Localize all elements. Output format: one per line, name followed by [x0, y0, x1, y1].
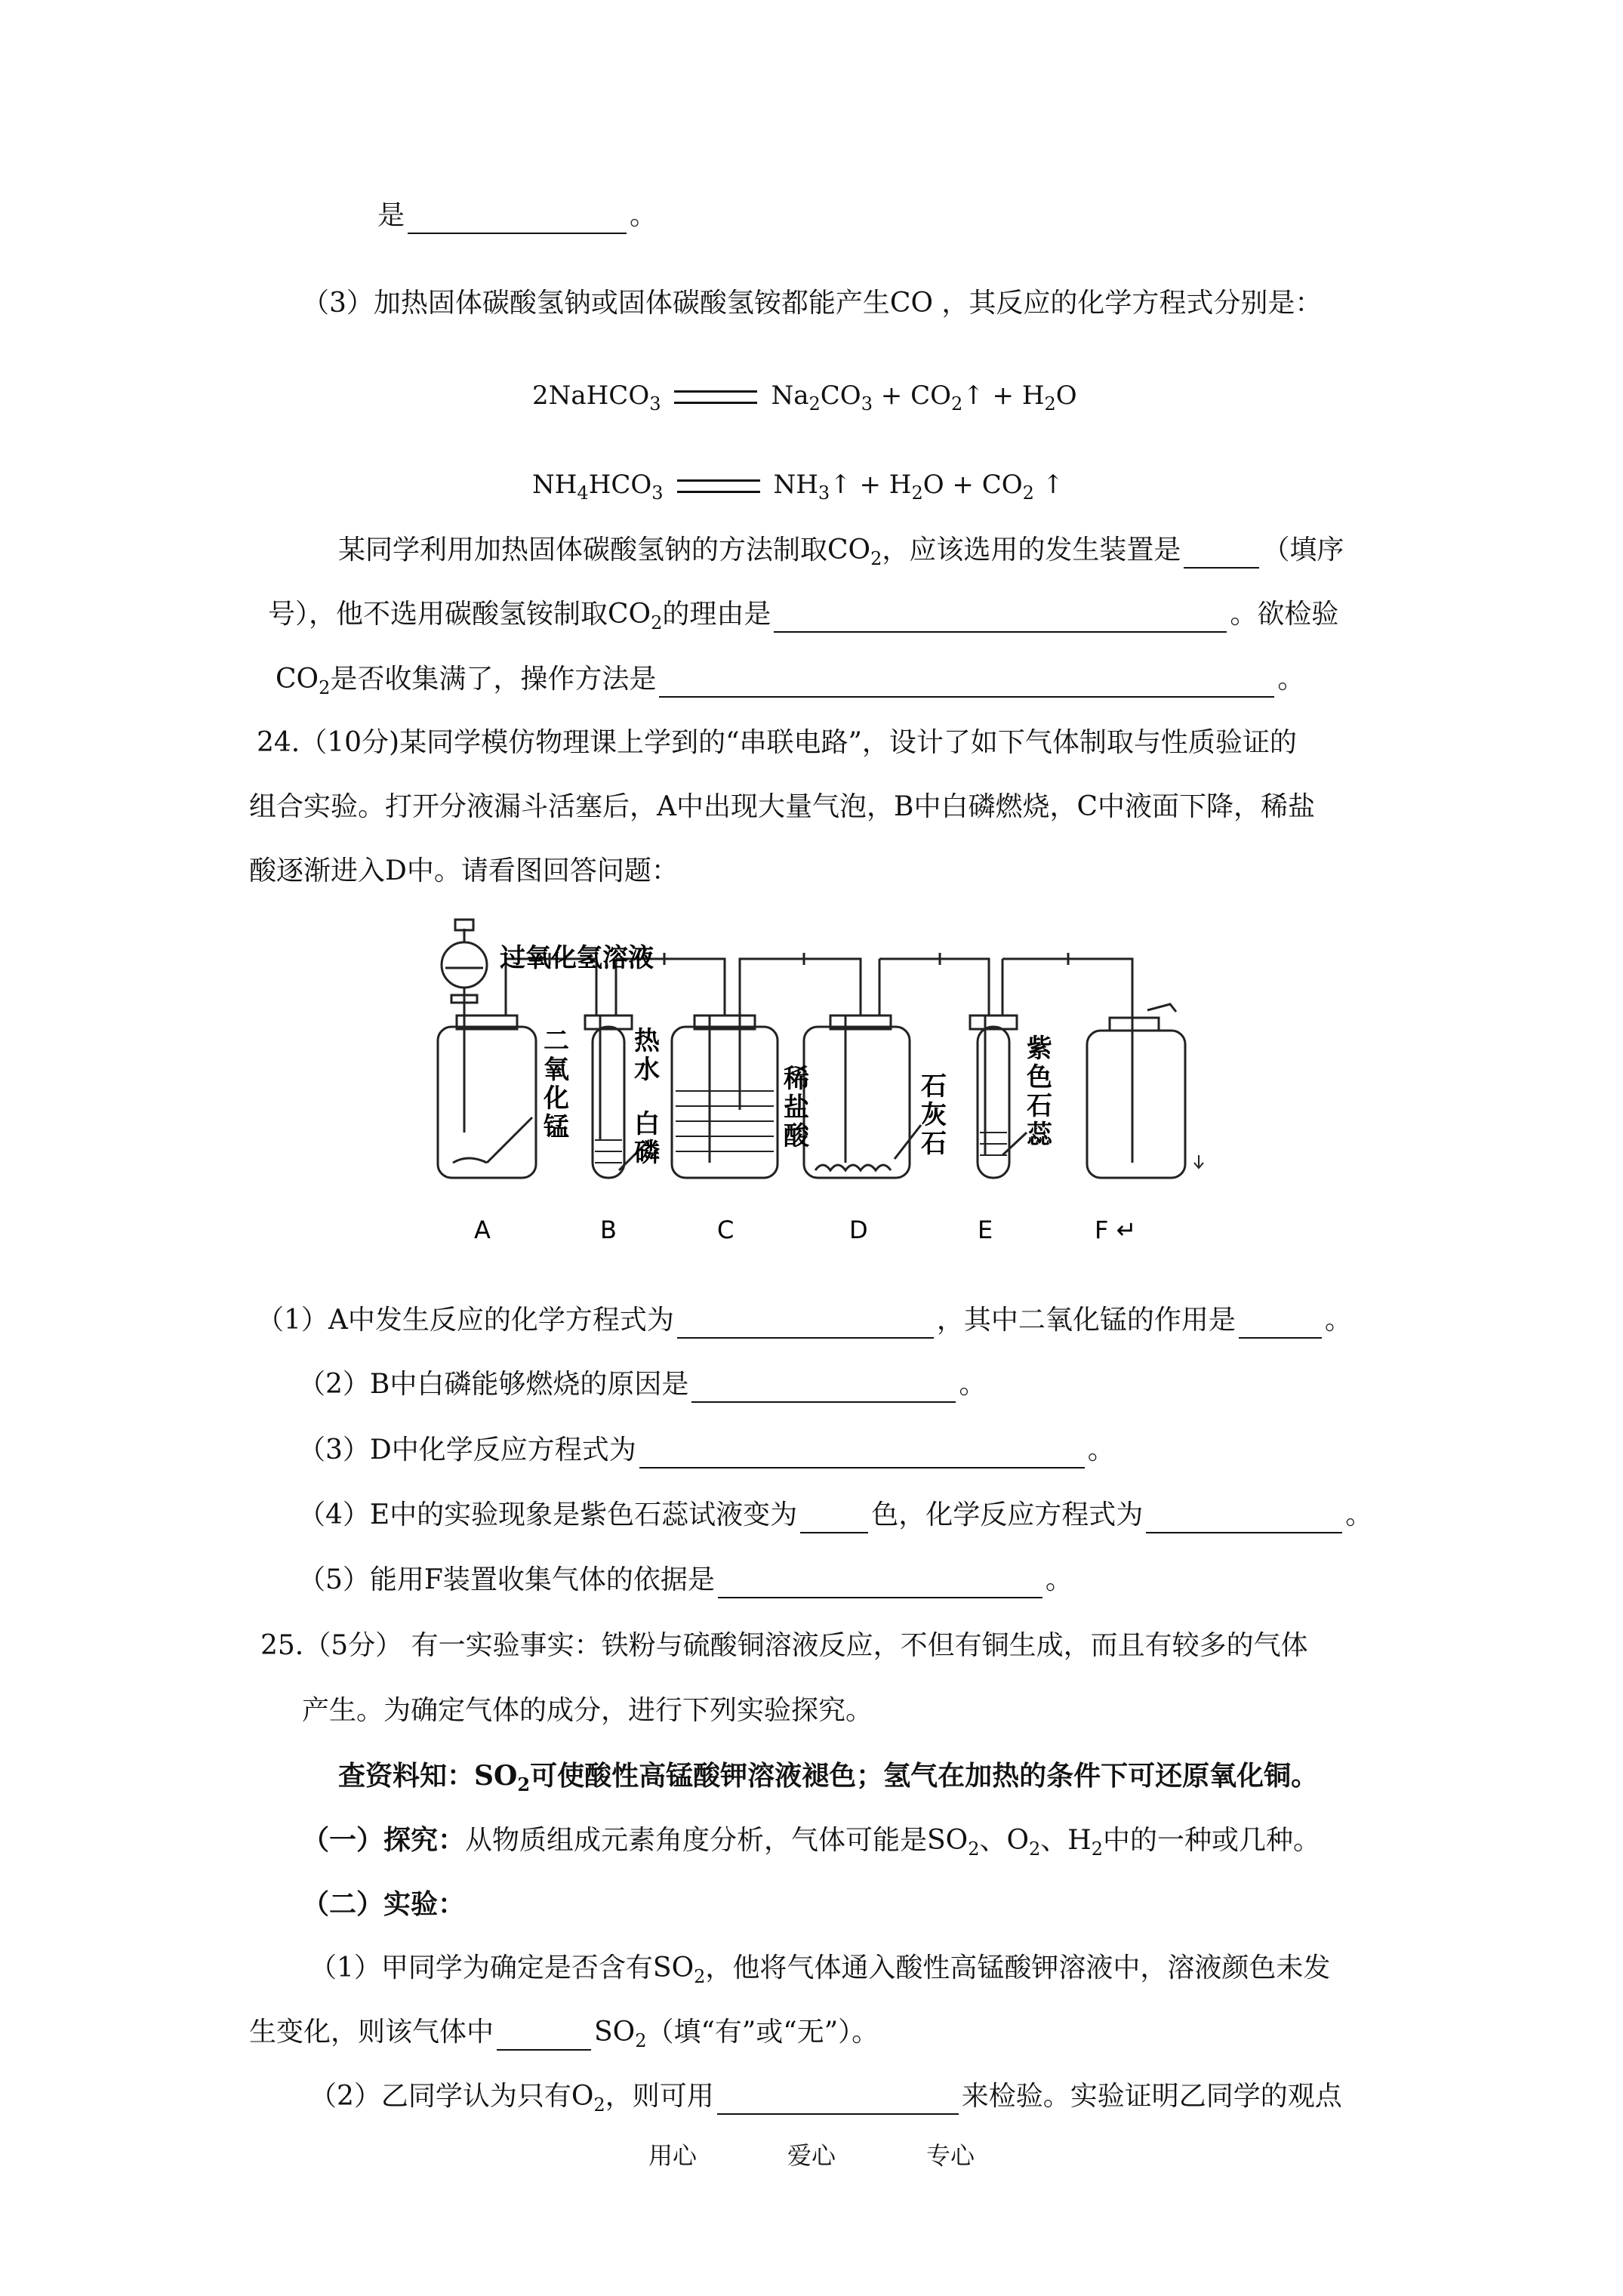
answer-blank[interactable] — [497, 2020, 591, 2051]
bottle-c — [672, 1027, 778, 1178]
label-b1-chars: 热 — [634, 1026, 660, 1056]
letter-b: B — [600, 1216, 617, 1244]
letter-c: C — [717, 1216, 735, 1244]
bottle-f — [1087, 1031, 1185, 1178]
label-b2 — [634, 1109, 660, 1168]
answer-blank[interactable] — [1239, 1308, 1322, 1339]
q23-line1: 是 。 — [377, 198, 657, 234]
answer-blank[interactable] — [774, 603, 1227, 633]
q25-line1: 25.（5分） 有一实验事实：铁粉与硫酸铜溶液反应，不但有铜生成，而且有较多的气体 — [260, 1630, 1308, 1661]
answer-blank[interactable] — [800, 1503, 868, 1533]
apparatus-figure — [423, 914, 1208, 1268]
answer-blank[interactable] — [717, 2085, 959, 2115]
label-a — [543, 1026, 569, 1142]
q23-p3: （3）加热固体碳酸氢钠或固体碳酸氢铵都能产生CO ，其反应的化学方程式分别是： — [302, 288, 1323, 319]
letter-d: D — [849, 1216, 868, 1244]
q25-exp1: （1）甲同学为确定是否含有$SO_2$，他将气体通入酸性高锰酸钾溶液中，溶液颜色未发 — [310, 1952, 1331, 1987]
letter-a: A — [474, 1216, 491, 1244]
label-e — [1027, 1034, 1053, 1150]
q23-p5: 号），他不选用碳酸氢铵制取$CO_2$的理由是 。欲检验 — [268, 599, 1339, 633]
answer-blank[interactable] — [691, 1373, 956, 1403]
equation-1: 2NaHCO$_3$ $Na_2CO_3$ + $CO_2↑ + H_2O$ — [532, 381, 1077, 415]
bottle-a — [438, 1027, 536, 1178]
q24-sub3: （3）D中化学反应方程式为 。 — [298, 1432, 1115, 1469]
q25-info: 查资料知：$SO_2$可使酸性高锰酸钾溶液褪色；氢气在加热的条件下可还原氧化铜。 — [338, 1760, 1319, 1795]
label-e-chars: 色 — [1027, 1062, 1052, 1093]
q25-experiment-head: （二）实验： — [302, 1888, 466, 1920]
page-footer — [0, 2137, 1623, 2171]
answer-blank[interactable] — [677, 1308, 934, 1339]
equals-arrow — [674, 390, 757, 404]
q24-sub4: （4）E中的实验现象是紫色石蕊试液变为 色，化学反应方程式为 。 — [298, 1497, 1372, 1533]
footer-item: 用心 — [648, 2141, 697, 2170]
answer-blank[interactable] — [659, 667, 1274, 698]
separatory-funnel — [442, 942, 487, 988]
label-e-chars: 蕊 — [1027, 1120, 1052, 1150]
label-d-chars: 石 — [921, 1129, 947, 1159]
label-top: 过氧化氢溶液 — [500, 943, 654, 973]
label-a-chars: 化 — [544, 1083, 569, 1114]
label-b2-chars: 白 — [634, 1109, 660, 1139]
q24-line3: 酸逐渐进入D中。请看图回答问题： — [249, 855, 679, 886]
q25-exp2: （2）乙同学认为只有$O_2$，则可用 来检验。实验证明乙同学的观点 — [310, 2081, 1342, 2116]
label-b2-chars: 磷 — [634, 1138, 660, 1168]
q24-line1: 24.（10分)某同学模仿物理课上学到的“串联电路”，设计了如下气体制取与性质验证的 — [257, 727, 1297, 758]
q23-p4: 某同学利用加热固体碳酸氢钠的方法制取$CO_2$，应该选用的发生装置是 （填序 — [338, 535, 1344, 569]
answer-blank[interactable] — [639, 1438, 1085, 1469]
answer-blank[interactable] — [718, 1568, 1042, 1598]
q24-sub2: （2）B中白磷能够燃烧的原因是 。 — [298, 1367, 986, 1403]
q25-explore: （一）探究：从物质组成元素角度分析，气体可能是$SO_2$、$O_2$、$H_2$中的一种或几种。 — [302, 1824, 1320, 1860]
letter-e: E — [978, 1216, 993, 1244]
label-c-chars: 盐 — [784, 1093, 809, 1123]
label-c-chars: 稀 — [784, 1064, 809, 1094]
answer-blank[interactable] — [1184, 538, 1259, 569]
answer-blank[interactable] — [408, 204, 627, 234]
label-d — [921, 1071, 947, 1159]
label-e-chars: 石 — [1027, 1091, 1052, 1121]
q23-p6: $CO_2$是否收集满了，操作方法是 。 — [276, 664, 1305, 698]
label-d-chars: 灰 — [921, 1100, 947, 1130]
label-e-chars: 紫 — [1027, 1034, 1052, 1064]
label-a-chars: 氧 — [544, 1055, 569, 1085]
q24-sub1: （1）A中发生反应的化学方程式为 ，其中二氧化锰的作用是 。 — [257, 1302, 1352, 1339]
equals-arrow — [677, 479, 760, 493]
q25-exp1-cont: 生变化，则该气体中 $SO_2$（填“有”或“无”）。 — [249, 2017, 879, 2051]
q24-sub5: （5）能用F装置收集气体的依据是 。 — [298, 1562, 1073, 1598]
footer-item: 爱心 — [787, 2141, 836, 2170]
answer-blank[interactable] — [1146, 1503, 1342, 1533]
label-c — [783, 1064, 810, 1151]
bottle-d — [804, 1027, 910, 1178]
label-c-chars: 酸 — [784, 1121, 809, 1151]
label-b1 — [634, 1026, 661, 1085]
label-a-chars: 二 — [544, 1026, 569, 1056]
equation-2: $NH_4HCO_3$ $NH_3↑ + H_2O + CO_2$ ↑ — [532, 470, 1064, 504]
label-a-chars: 锰 — [544, 1112, 569, 1142]
q24-line2: 组合实验。打开分液漏斗活塞后，A中出现大量气泡，B中白磷燃烧，C中液面下降，稀盐 — [249, 791, 1315, 822]
label-d-chars: 石 — [921, 1071, 947, 1102]
tube-b — [593, 1027, 624, 1178]
letter-f: F ↵ — [1095, 1216, 1137, 1244]
footer-item: 专心 — [926, 2141, 975, 2170]
label-b1-chars: 水 — [634, 1055, 660, 1085]
q25-line2: 产生。为确定气体的成分，进行下列实验探究。 — [302, 1695, 873, 1726]
